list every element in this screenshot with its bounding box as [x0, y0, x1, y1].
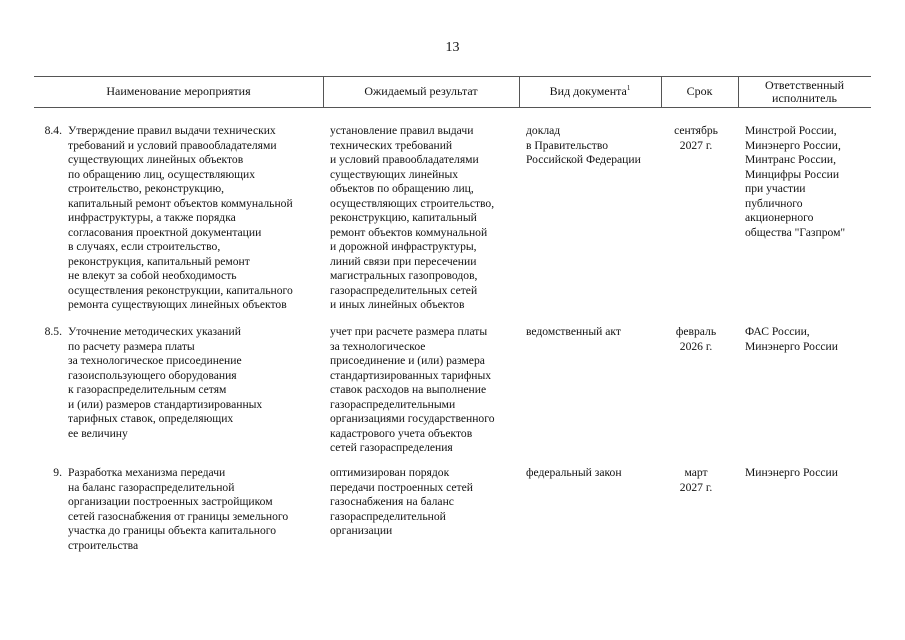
- row-number: 9.: [53, 466, 62, 479]
- row-responsible: Минстрой России, Минэнерго России, Минтранс России, Минцифры России при участии публичного акционерного общества "Газпром": [745, 124, 846, 239]
- row-responsible: ФАС России, Минэнерго России: [745, 325, 838, 353]
- header-name: [34, 76, 323, 107]
- row-number: 8.4.: [44, 124, 62, 137]
- row-result: установление правил выдачи технических требований и условий правообладателями существующих линейных объектов по обращению лиц, осуществляющих строительство, реконструкцию, капитальный ремонт объектов коммунальной и дорожной инфраструктуры, линий связи при пересечении магистральных газопроводов, газораспределительных сетей и иных линейных объектов: [330, 124, 495, 311]
- header-doc-text: Вид документа: [549, 84, 627, 98]
- header-name-label: Наименование мероприятия: [106, 84, 251, 98]
- header-term-label: Срок: [686, 84, 713, 98]
- row-result: учет при расчете размера платы за технологическое присоединение и (или) размера стандартизированных тарифных ставок расходов на выполнение газораспределительными организациями государственного кадастрового учета объектов сетей газораспределения: [330, 325, 495, 454]
- page-number: 13: [445, 40, 460, 55]
- row-number: 8.5.: [44, 325, 62, 338]
- row-responsible: Минэнерго России: [745, 466, 838, 479]
- header-responsible-label: Ответственный исполнитель: [764, 77, 845, 105]
- row-document-type: доклад в Правительство Российской Федерации: [526, 124, 641, 166]
- row-term: март 2027 г.: [679, 466, 713, 494]
- header-bottom-rule: [34, 107, 871, 108]
- header-result-label: Ожидаемый результат: [364, 84, 478, 98]
- header-term: [661, 76, 738, 107]
- row-document-type: федеральный закон: [526, 466, 622, 479]
- header-doc: [519, 76, 661, 107]
- header-doc-label: [550, 85, 631, 98]
- row-name: Утверждение правил выдачи технических требований и условий правообладателями существующих линейных объектов по обращению лиц, осуществляющих строительство, реконструкцию, капитальный ремонт объектов коммунальной инфраструктуры, а также порядка согласования проектной документации в случаях, если строительство, реконструкция, капитальный ремонт не влекут за собой необходимость осуществления реконструкции, капитального ремонта существующих линейных объектов: [68, 124, 293, 311]
- row-term: февраль 2026 г.: [675, 325, 717, 353]
- row-result: оптимизирован порядок передачи построенных сетей газоснабжения на баланс газораспределительной организации: [330, 466, 473, 537]
- row-term: сентябрь 2027 г.: [674, 124, 718, 152]
- row-name: Разработка механизма передачи на баланс газораспределительной организации построенных застройщиком сетей газоснабжения от границы земельного участка до границы объекта капитального строительства: [68, 466, 289, 552]
- header-result: [323, 76, 519, 107]
- header-responsible: [738, 76, 871, 107]
- row-document-type: ведомственный акт: [526, 325, 621, 338]
- footnote-marker: 1: [626, 84, 631, 92]
- row-name: Уточнение методических указаний по расчету размера платы за технологическое присоединение газоиспользующего оборудования к газораспределительным сетям и (или) размеров стандартизированных тарифных ставок, определяющих ее величину: [68, 325, 263, 440]
